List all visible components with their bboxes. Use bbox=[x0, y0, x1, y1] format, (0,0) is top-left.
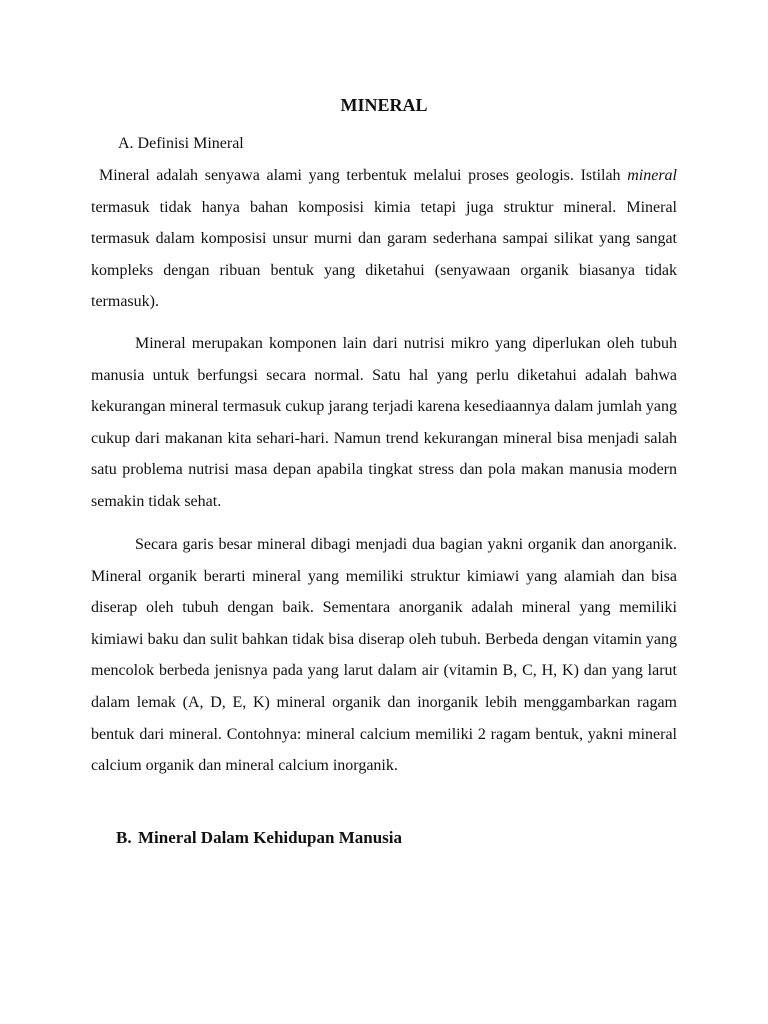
section-b-title: Mineral Dalam Kehidupan Manusia bbox=[138, 828, 403, 847]
paragraph-organic-inorganic: Secara garis besar mineral dibagi menjadi dua bagian yakni organik dan anorganik. Mineral organik berarti mineral yang memiliki struktur kimiawi yang alamiah dan bisa diserap oleh tubuh dengan baik. Sementara anorganik adalah mineral yang memiliki kimiawi baku dan sulit bahkan tidak bisa diserap oleh tubuh. Berbeda dengan vitamin yang mencolok berbeda jenisnya pada yang larut dalam air (vitamin B, C, H, K) dan yang larut dalam lemak (A, D, E, K) mineral organik dan inorganik lebih menggambarkan ragam bentuk dari mineral. Contohnya: mineral calcium memiliki 2 ragam bentuk, yakni mineral calcium organik dan mineral calcium inorganik. bbox=[91, 536, 677, 775]
paragraph-definition-lead: Mineral adalah senyawa alami yang terbentuk melalui proses geologis. Istilah bbox=[99, 167, 628, 184]
page-title: MINERAL bbox=[340, 95, 428, 115]
section-b-heading bbox=[116, 824, 402, 852]
paragraph-definition-rest: termasuk tidak hanya bahan komposisi kimia tetapi juga struktur mineral. Mineral termasuk dalam komposisi unsur murni dan garam sederhana sampai silikat yang sangat kompleks dengan ribuan bentuk yang diketahui (senyawaan organik biasanya tidak termasuk). bbox=[91, 198, 677, 311]
italic-term-mineral: mineral bbox=[627, 167, 677, 184]
paragraph-micronutrient: Mineral merupakan komponen lain dari nutrisi mikro yang diperlukan oleh tubuh manusia untuk berfungsi secara normal. Satu hal yang perlu diketahui adalah bahwa kekurangan mineral termasuk cukup jarang terjadi karena kesediaannya dalam jumlah yang cukup dari makanan kita sehari-hari. Namun trend kekurangan mineral bisa menjadi salah satu problema nutrisi masa depan apabila tingkat stress dan pola makan manusia modern semakin tidak sehat. bbox=[91, 335, 677, 510]
paragraph-definition bbox=[91, 160, 677, 318]
section-b-number: B. bbox=[116, 828, 132, 847]
section-a-heading: A. Definisi Mineral bbox=[118, 135, 244, 152]
